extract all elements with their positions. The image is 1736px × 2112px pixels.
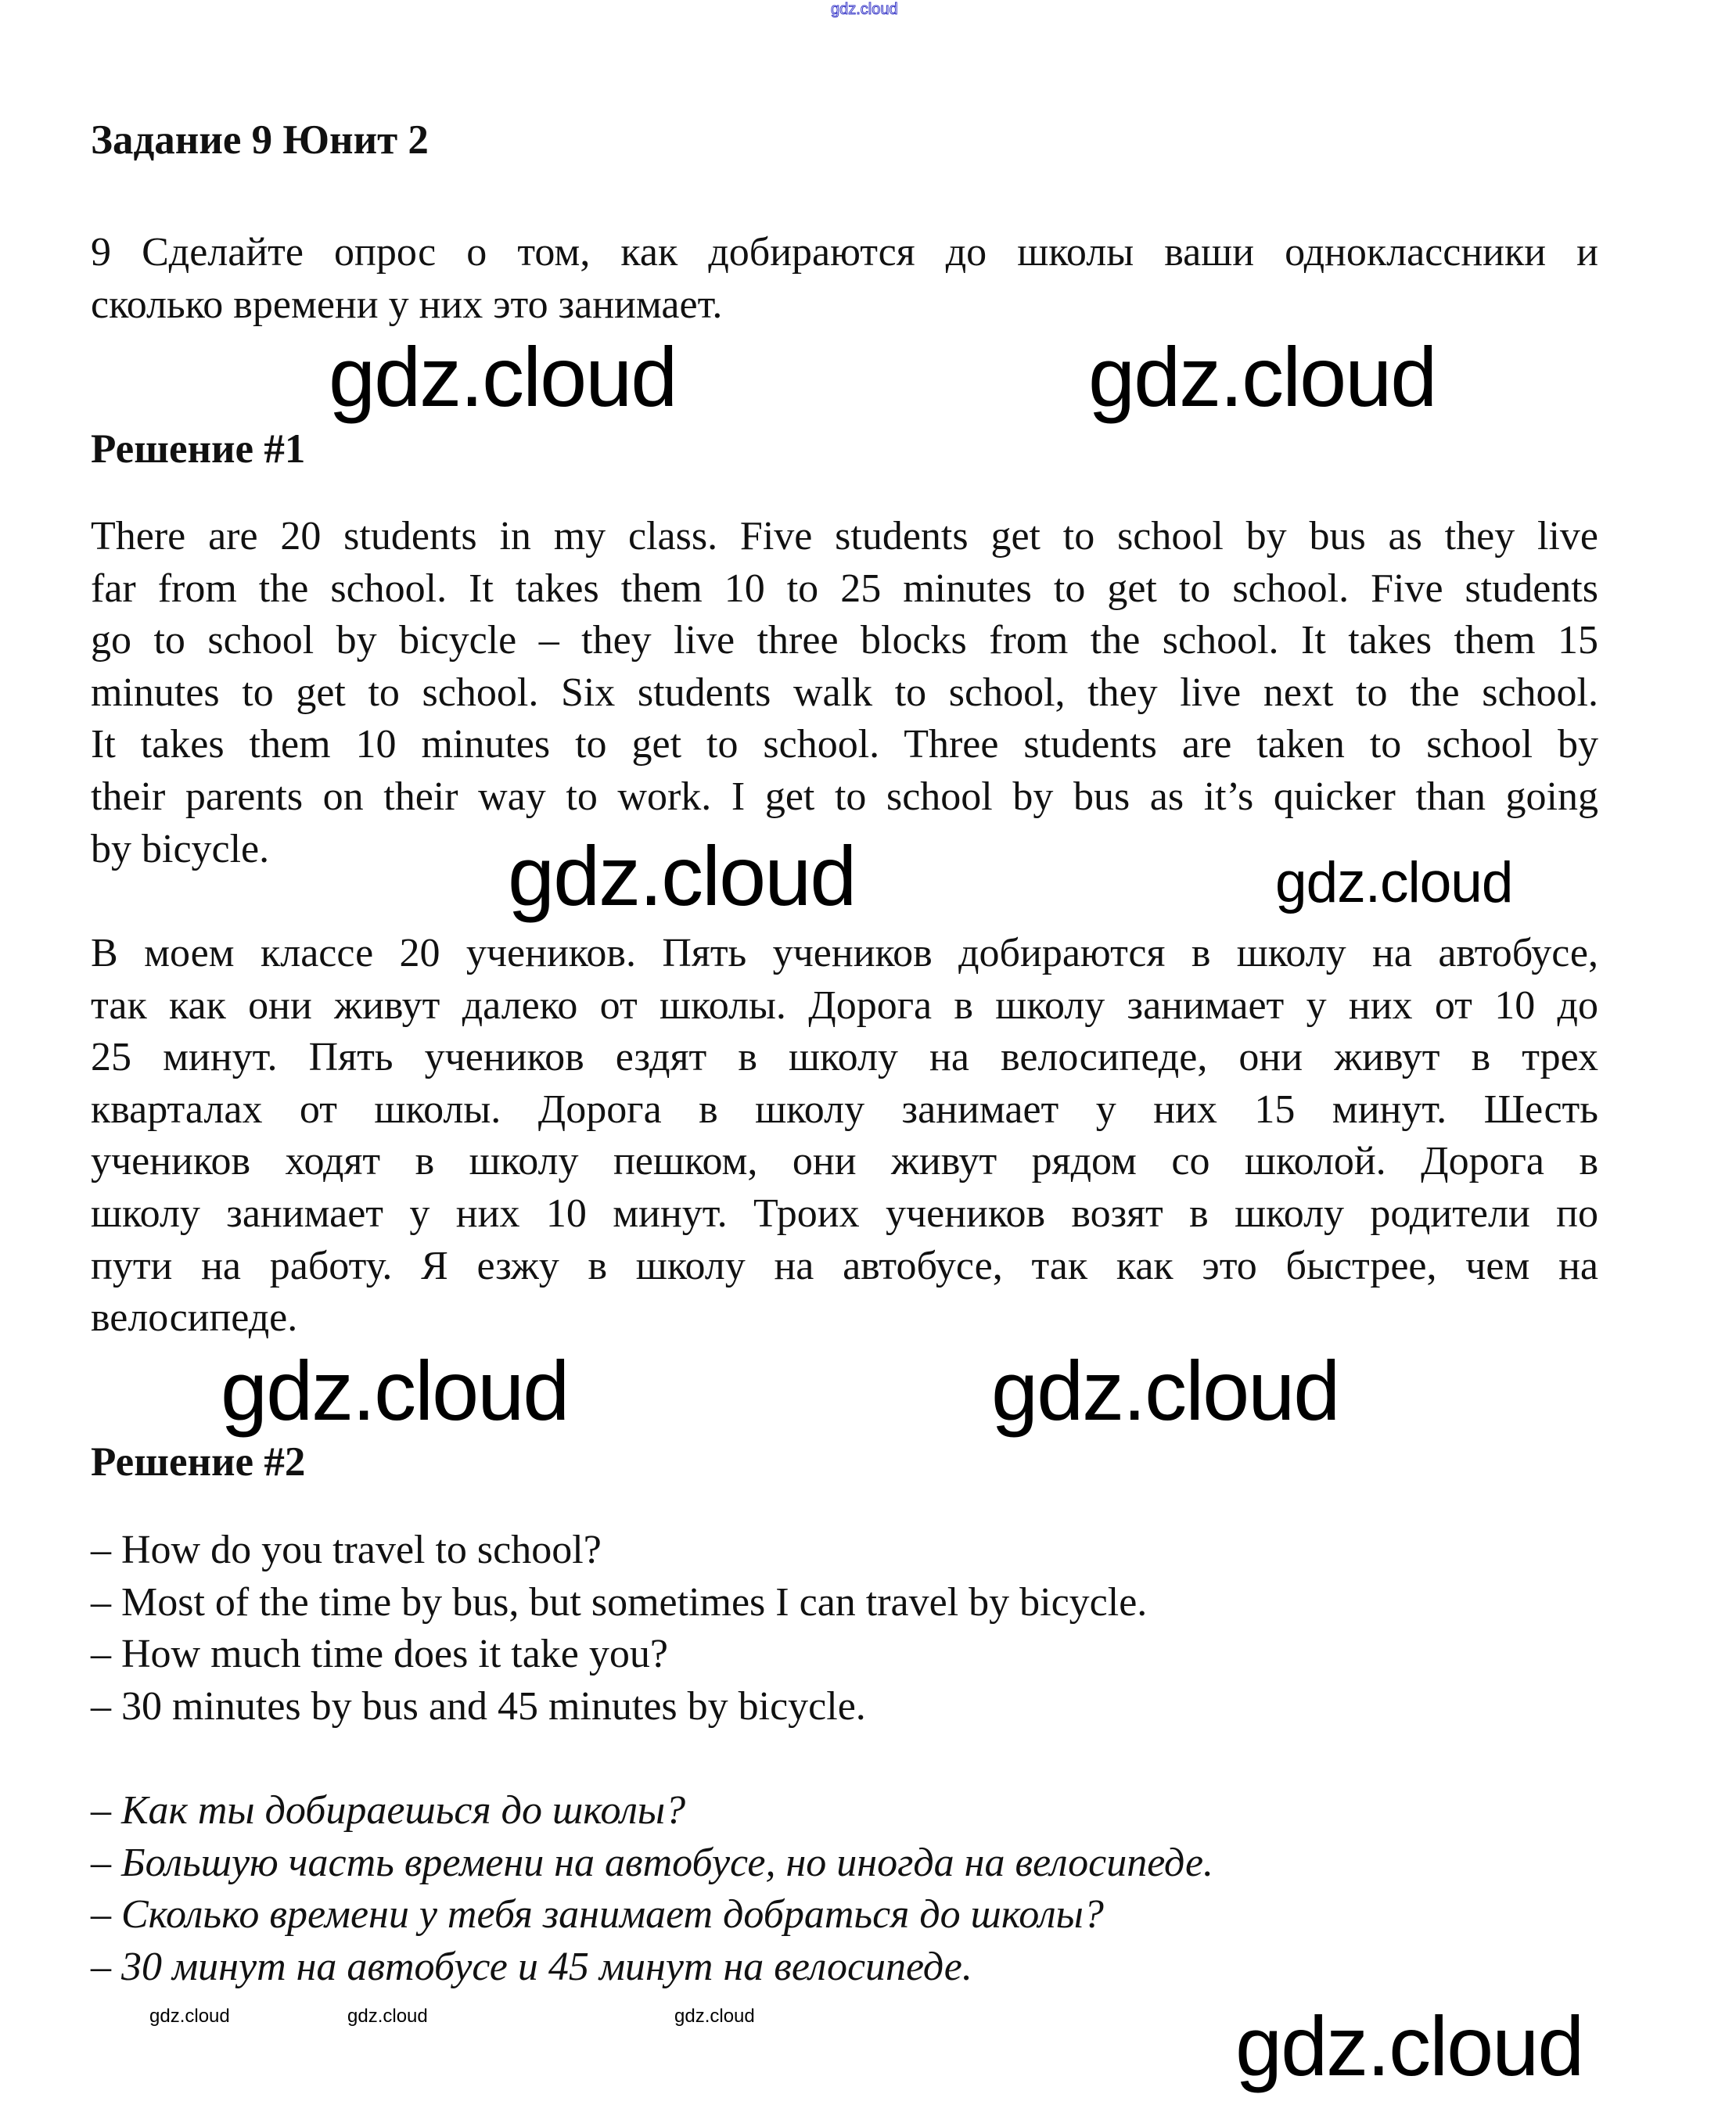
watermark: gdz.cloud [1235, 1999, 1583, 2093]
solution-1-heading: Решение #1 [91, 426, 306, 472]
text-line: minutes to get to school. Six students walk to school, they live next to the school. [91, 670, 1598, 715]
text-line: 25 минут. Пять учеников ездят в школу на велосипеде, они живут в трех [91, 1035, 1598, 1080]
text-line: It takes them 10 minutes to get to school. Three students are taken to school by [91, 722, 1598, 767]
text-line: учеников ходят в школу пешком, они живут рядом со школой. Дорога в [91, 1139, 1598, 1184]
solution-1-russian [91, 928, 1598, 1345]
solution-2-english-dialogue [91, 1525, 1598, 1733]
text-line: 9 Сделайте опрос о том, как добираются до школы ваши одноклассники и [91, 230, 1598, 275]
text-line: far from the school. It takes them 10 to 25 minutes to get to school. Five students [91, 566, 1598, 611]
text-line: their parents on their way to work. I get to school by bus as it’s quicker than going [91, 774, 1598, 819]
text-line: школу занимает у них 10 минут. Троих учеников возят в школу родители по [91, 1191, 1598, 1236]
text-line: – 30 минут на автобусе и 45 минут на велосипеде. [91, 1944, 972, 1989]
solution-1-english [91, 511, 1598, 875]
text-line: – 30 minutes by bus and 45 minutes by bicycle. [91, 1683, 866, 1729]
text-line: There are 20 students in my class. Five students get to school by bus as they live [91, 514, 1598, 559]
page-title: Задание 9 Юнит 2 [91, 117, 429, 163]
text-line: go to school by bicycle – they live three blocks from the school. It takes them 15 [91, 618, 1598, 663]
watermark: gdz.cloud [674, 2006, 755, 2027]
text-line: – Большую часть времени на автобусе, но иногда на велосипеде. [91, 1840, 1214, 1885]
watermark: gdz.cloud [149, 2006, 230, 2027]
watermark: gdz.cloud [1088, 329, 1436, 424]
watermark-top: gdz.cloud [831, 1, 898, 18]
watermark: gdz.cloud [508, 828, 856, 923]
text-line: так как они живут далеко от школы. Дорога в школу занимает у них от 10 до [91, 982, 1598, 1028]
watermark: gdz.cloud [1275, 851, 1513, 914]
solution-2-russian-dialogue [91, 1785, 1598, 1993]
solution-2-heading: Решение #2 [91, 1439, 306, 1485]
watermark: gdz.cloud [347, 2006, 428, 2027]
text-line: пути на работу. Я езжу в школу на автобусе, так как это быстрее, чем на [91, 1243, 1598, 1288]
text-line: велосипеде. [91, 1295, 298, 1341]
task-text [91, 227, 1598, 331]
text-line: – Как ты добираешься до школы? [91, 1788, 686, 1833]
watermark: gdz.cloud [221, 1343, 569, 1438]
text-line: сколько времени у них это занимает. [91, 282, 723, 327]
watermark: gdz.cloud [329, 329, 677, 424]
text-line: by bicycle. [91, 826, 270, 871]
watermark: gdz.cloud [991, 1343, 1339, 1438]
text-line: – Most of the time by bus, but sometimes I can travel by bicycle. [91, 1579, 1148, 1625]
text-line: – How much time does it take you? [91, 1632, 668, 1677]
text-line: – Сколько времени у тебя занимает добраться до школы? [91, 1892, 1104, 1938]
text-line: кварталах от школы. Дорога в школу занимает у них 15 минут. Шесть [91, 1087, 1598, 1132]
text-line: В моем классе 20 учеников. Пять учеников добираются в школу на автобусе, [91, 931, 1598, 975]
text-line: – How do you travel to school? [91, 1528, 602, 1572]
